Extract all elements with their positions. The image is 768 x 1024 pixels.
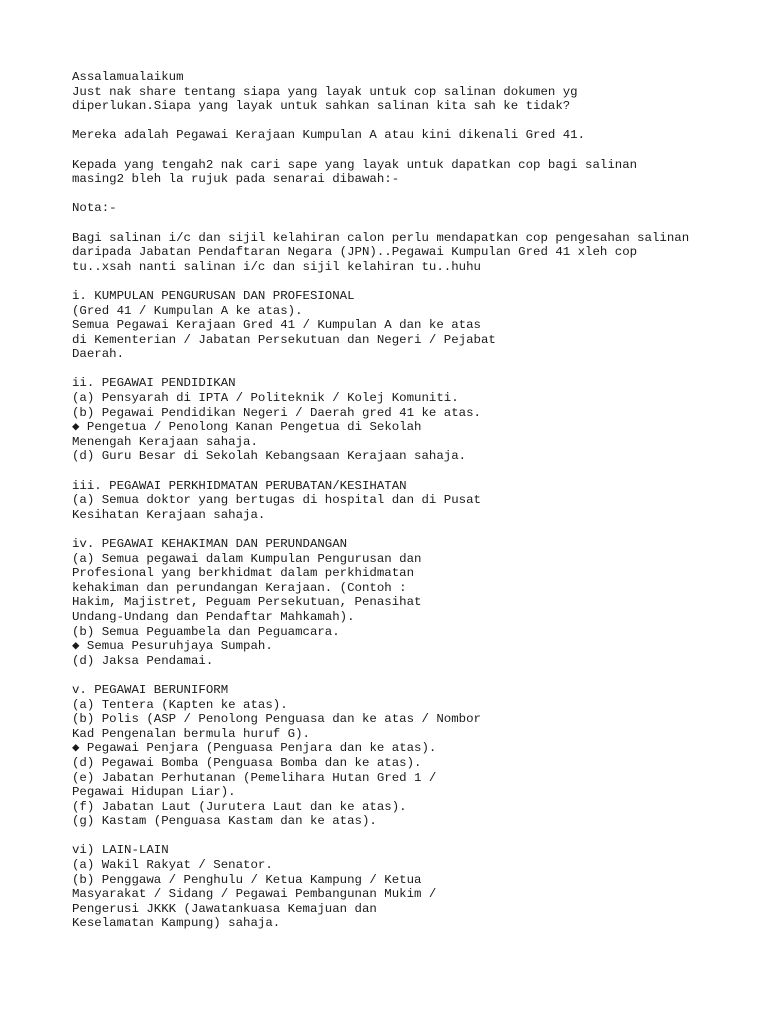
text-line: (e) Jabatan Perhutanan (Pemelihara Hutan Gred 1 /: [72, 770, 437, 785]
text-line: Keselamatan Kampung) sahaja.: [72, 916, 281, 931]
text-line: Nota:-: [72, 201, 117, 216]
text-line: diperlukan.Siapa yang layak untuk sahkan salinan kita sah ke tidak?: [72, 99, 571, 114]
text-line: (Gred 41 / Kumpulan A ke atas).: [72, 303, 303, 318]
text-line: (a) Tentera (Kapten ke atas).: [72, 697, 288, 712]
blank-line: [72, 522, 752, 537]
text-line: di Kementerian / Jabatan Persekutuan dan Negeri / Pejabat: [72, 332, 496, 347]
text-line: v. PEGAWAI BERUNIFORM: [72, 682, 229, 697]
text-line: (d) Jaksa Pendamai.: [72, 653, 214, 668]
text-line: Undang-Undang dan Pendaftar Mahkamah).: [72, 609, 355, 624]
text-line: Bagi salinan i/c dan sijil kelahiran calon perlu mendapatkan cop pengesahan salinan: [72, 230, 690, 245]
text-line: kehakiman dan perundangan Kerajaan. (Contoh :: [72, 580, 407, 595]
text-line: ii. PEGAWAI PENDIDIKAN: [72, 376, 236, 391]
text-line: (a) Pensyarah di IPTA / Politeknik / Kolej Komuniti.: [72, 391, 459, 406]
blank-line: [72, 829, 752, 844]
text-line: (d) Guru Besar di Sekolah Kebangsaan Kerajaan sahaja.: [72, 449, 467, 464]
blank-line: [72, 274, 752, 289]
blank-line: [72, 114, 752, 129]
text-line: (g) Kastam (Penguasa Kastam dan ke atas).: [72, 814, 377, 829]
blank-line: [72, 216, 752, 231]
text-line: Pegawai Hidupan Liar).: [72, 785, 236, 800]
text-line: (a) Semua doktor yang bertugas di hospital dan di Pusat: [72, 493, 481, 508]
text-line: daripada Jabatan Pendaftaran Negara (JPN)..Pegawai Kumpulan Gred 41 xleh cop: [72, 245, 638, 260]
text-line: Kepada yang tengah2 nak cari sape yang layak untuk dapatkan cop bagi salinan: [72, 157, 638, 172]
document-page: [72, 70, 752, 931]
text-line: Menengah Kerajaan sahaja.: [72, 434, 258, 449]
text-line: iv. PEGAWAI KEHAKIMAN DAN PERUNDANGAN: [72, 537, 348, 551]
text-line: masing2 bleh la rujuk pada senarai dibawah:-: [72, 172, 400, 187]
text-line: Masyarakat / Sidang / Pegawai Pembangunan Mukim /: [72, 887, 437, 902]
blank-line: [72, 668, 752, 683]
text-line: Mereka adalah Pegawai Kerajaan Kumpulan A atau kini dikenali Gred 41.: [72, 128, 586, 143]
text-line: ◆ Pegawai Penjara (Penguasa Penjara dan ke atas).: [72, 741, 437, 756]
text-line: (b) Semua Peguambela dan Peguamcara.: [72, 624, 340, 639]
blank-line: [72, 464, 752, 479]
text-line: Assalamualaikum: [72, 70, 184, 84]
text-line: Pengerusi JKKK (Jawatankuasa Kemajuan dan: [72, 901, 377, 916]
text-line: Just nak share tentang siapa yang layak untuk cop salinan dokumen yg: [72, 84, 578, 99]
text-line: (b) Pegawai Pendidikan Negeri / Daerah gred 41 ke atas.: [72, 405, 481, 420]
text-line: Profesional yang berkhidmat dalam perkhidmatan: [72, 566, 415, 581]
text-line: (b) Polis (ASP / Penolong Penguasa dan ke atas / Nombor: [72, 712, 481, 727]
text-line: Semua Pegawai Kerajaan Gred 41 / Kumpulan A dan ke atas: [72, 318, 481, 333]
text-line: (b) Penggawa / Penghulu / Ketua Kampung / Ketua: [72, 872, 422, 887]
text-line: tu..xsah nanti salinan i/c dan sijil kelahiran tu..huhu: [72, 259, 481, 274]
text-line: (f) Jabatan Laut (Jurutera Laut dan ke atas).: [72, 799, 407, 814]
blank-line: [72, 362, 752, 377]
text-line: Kad Pengenalan bermula huruf G).: [72, 726, 310, 741]
text-line: (a) Semua pegawai dalam Kumpulan Pengurusan dan: [72, 551, 422, 566]
text-line: (a) Wakil Rakyat / Senator.: [72, 858, 273, 873]
text-line: ◆ Pengetua / Penolong Kanan Pengetua di Sekolah: [72, 420, 422, 435]
text-line: (d) Pegawai Bomba (Penguasa Bomba dan ke atas).: [72, 755, 422, 770]
text-line: Hakim, Majistret, Peguam Persekutuan, Penasihat: [72, 595, 422, 610]
blank-line: [72, 187, 752, 202]
text-line: Kesihatan Kerajaan sahaja.: [72, 507, 266, 522]
text-line: iii. PEGAWAI PERKHIDMATAN PERUBATAN/KESIHATAN: [72, 478, 407, 493]
text-line: ◆ Semua Pesuruhjaya Sumpah.: [72, 639, 273, 654]
text-line: i. KUMPULAN PENGURUSAN DAN PROFESIONAL: [72, 288, 355, 303]
text-line: Daerah.: [72, 347, 125, 362]
blank-line: [72, 143, 752, 158]
text-line: vi) LAIN-LAIN: [72, 843, 169, 858]
